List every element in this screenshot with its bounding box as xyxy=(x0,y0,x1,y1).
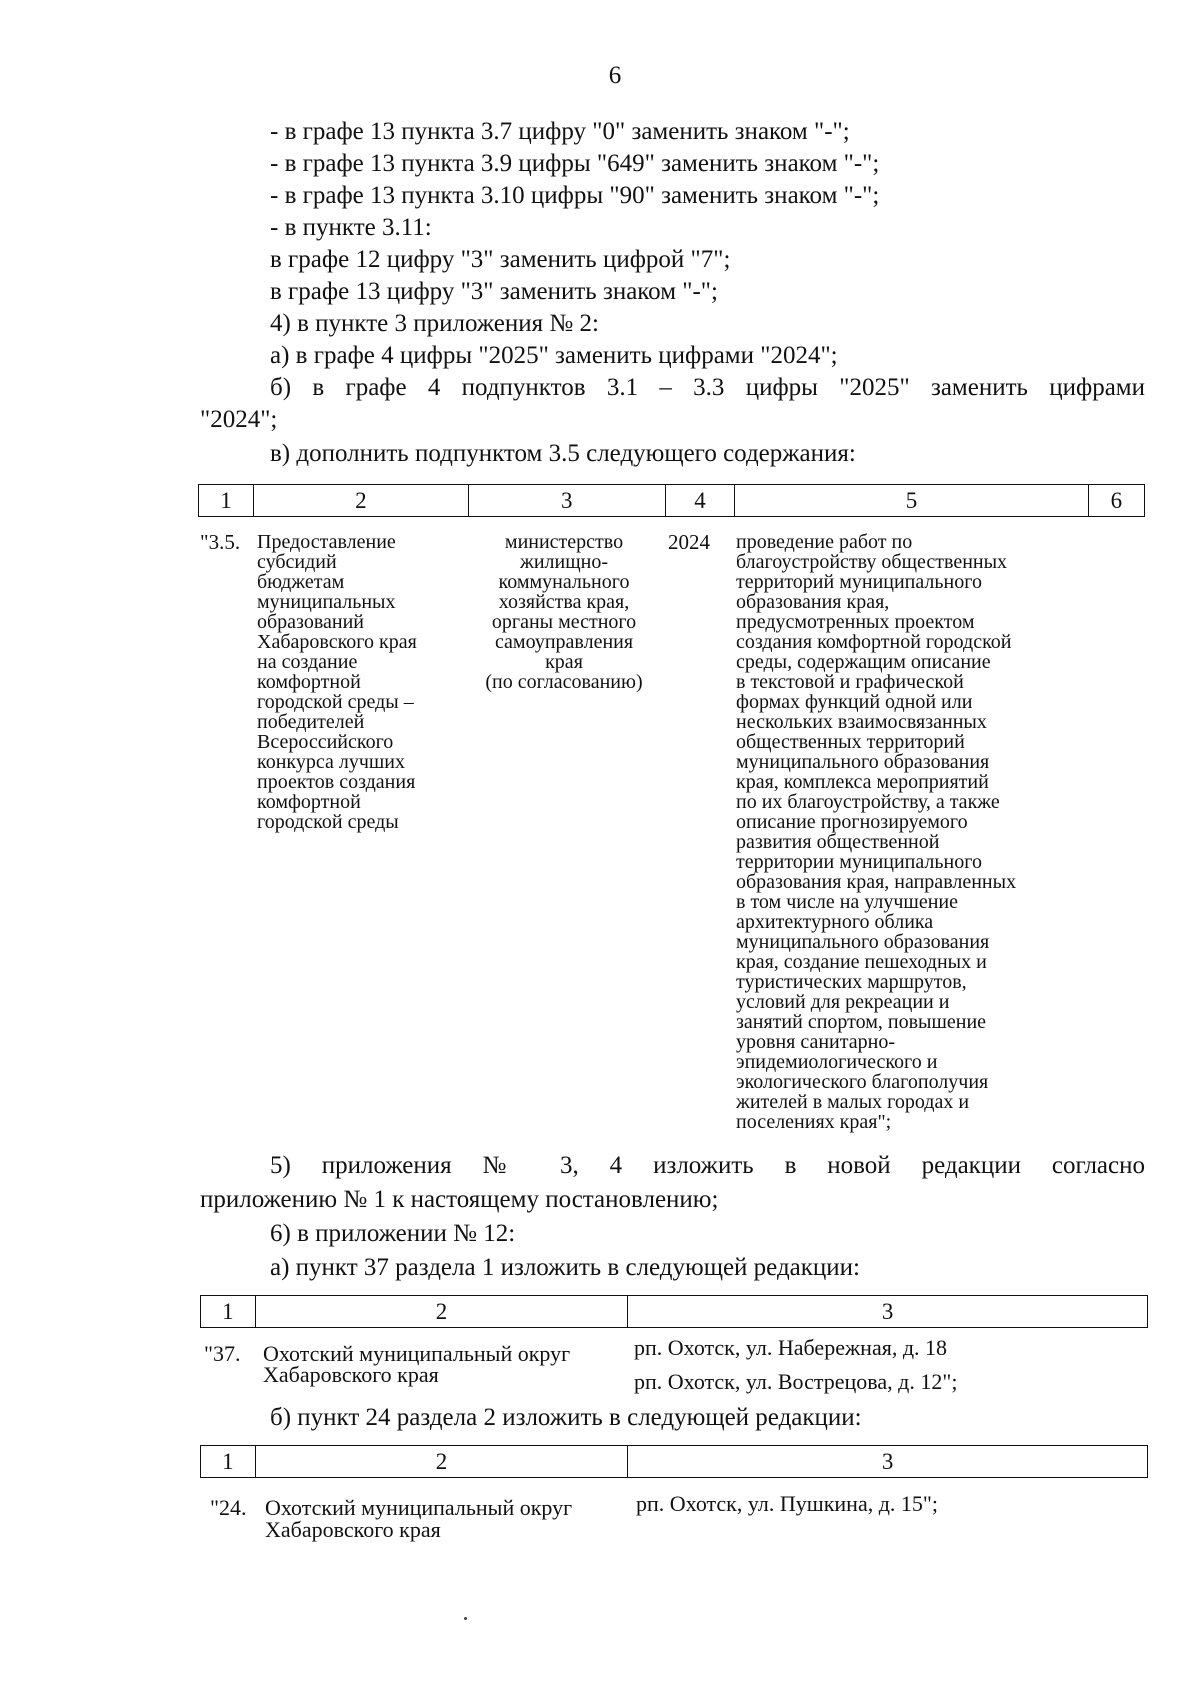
table1-col3-text xyxy=(466,532,662,692)
table2-address-line-1: рп. Охотск, ул. Набережная, д. 18 xyxy=(634,1335,948,1360)
table1-col5-line: проведение работ по xyxy=(736,531,913,553)
table2-address-line-2: рп. Охотск, ул. Вострецова, д. 12"; xyxy=(634,1369,958,1394)
page-number: 6 xyxy=(608,62,622,89)
table3-header-cell: 2 xyxy=(255,1446,627,1478)
table1-col3-line: самоуправления xyxy=(494,631,634,653)
intro-line-3: - в графе 13 пункта 3.10 цифры "90" заменить знаком "-"; xyxy=(270,182,880,209)
table1-col5-line: экологического благополучия xyxy=(736,1071,989,1093)
table1-col5-text xyxy=(736,532,1106,1132)
table2-header-cell: 1 xyxy=(201,1296,256,1328)
table2-header xyxy=(200,1295,1148,1328)
item-6a: а) пункт 37 раздела 1 изложить в следующей редакции: xyxy=(270,1254,860,1281)
table1-col5-line: создания комфортной городской xyxy=(736,631,1012,653)
table3-name-line-1: Охотский муниципальный округ xyxy=(265,1495,573,1520)
item-b-line-1: б) в графе 4 подпунктов 3.1 – 3.3 цифры "2025" заменить цифрами xyxy=(270,374,1145,401)
table1-col5-line: в том числе на улучшение xyxy=(736,891,958,913)
table3-row-number: "24. xyxy=(210,1495,247,1520)
table1-col5-line: благоустройству общественных xyxy=(736,551,1008,573)
table1-header-cell: 4 xyxy=(665,485,734,517)
table1-col5-line: описание прогнозируемого xyxy=(736,811,968,833)
table1-col5-line: среды, содержащим описание xyxy=(736,651,991,673)
table1-col3-line: хозяйства края, xyxy=(498,591,630,613)
table2-name-line-1: Охотский муниципальный округ xyxy=(263,1341,571,1366)
table3-address-line-1: рп. Охотск, ул. Пушкина, д. 15"; xyxy=(636,1491,938,1516)
item-5-line-1: 5) приложения № 3, 4 изложить в новой редакции согласно xyxy=(270,1152,1145,1179)
table1-col2-line: субсидий xyxy=(257,551,337,573)
table2-header-cell: 2 xyxy=(255,1296,627,1328)
table1-col5-line: муниципального образования xyxy=(736,751,990,773)
table1-col2-text xyxy=(257,532,467,832)
table1-header xyxy=(198,484,1145,517)
table1-col2-line: бюджетам xyxy=(257,571,345,593)
table3-header xyxy=(200,1445,1148,1478)
table1-header-cell: 3 xyxy=(468,485,665,517)
table1-col5-line: края, создание пешеходных и xyxy=(736,951,987,973)
table1-col3-line: жилищно- xyxy=(520,551,608,573)
table1-col5-line: развития общественной xyxy=(736,831,940,853)
table1-col5-line: края, комплекса мероприятий xyxy=(736,771,989,793)
table1-col2-line: конкурса лучших xyxy=(257,751,405,773)
table1-col2-line: на создание xyxy=(257,651,358,673)
table3-header-cell: 1 xyxy=(201,1446,256,1478)
intro-line-6: в графе 13 цифру "3" заменить знаком "-"; xyxy=(270,278,718,305)
table1-col2-line: комфортной xyxy=(257,671,361,693)
table1-col5-line: условий для рекреации и xyxy=(736,991,950,1013)
table1-col5-line: формах функций одной или xyxy=(736,691,973,713)
item-5-line-2: приложению № 1 к настоящему постановлению; xyxy=(200,1186,719,1213)
table1-col5-line: жителей в малых городах и xyxy=(736,1091,970,1113)
scan-speck xyxy=(464,1617,467,1620)
item-b-line-2: "2024"; xyxy=(200,406,278,433)
table3-header-cell: 3 xyxy=(628,1446,1148,1478)
intro-line-1: - в графе 13 пункта 3.7 цифру "0" заменить знаком "-"; xyxy=(270,118,850,145)
table1-col3-line: министерство xyxy=(504,531,624,553)
table1-col2-line: комфортной xyxy=(257,791,361,813)
table1-col2-line: городской среды – xyxy=(257,691,414,713)
table1-col5-line: занятий спортом, повышение xyxy=(736,1011,987,1033)
table1-col5-line: в текстовой и графической xyxy=(736,671,964,693)
table1-col5-line: образования края, xyxy=(736,591,890,613)
table1-header-cell: 2 xyxy=(254,485,468,517)
table1-col2-line: проектов создания xyxy=(257,771,416,793)
table3-name-line-2: Хабаровского края xyxy=(265,1517,441,1542)
table1-col2-line: образований xyxy=(257,611,365,633)
table1-header-cell: 6 xyxy=(1088,485,1144,517)
table1-col5-line: нескольких взаимосвязанных xyxy=(736,711,987,733)
table1-col5-line: образования края, направленных xyxy=(736,871,1017,893)
table1-col3-line: коммунального xyxy=(498,571,630,593)
table1-col3-line: края xyxy=(545,651,583,673)
item-6: 6) в приложении № 12: xyxy=(270,1220,516,1247)
table1-col5-line: уровня санитарно- xyxy=(736,1031,895,1053)
intro-line-4: - в пункте 3.11: xyxy=(270,214,432,241)
table1-col2-line: городской среды xyxy=(257,811,399,833)
table1-col3-line: (по согласованию) xyxy=(485,671,643,693)
table1-col2-line: Хабаровского края xyxy=(257,631,417,653)
item-v: в) дополнить подпунктом 3.5 следующего содержания: xyxy=(270,440,856,467)
table1-col5-line: территории муниципального xyxy=(736,851,982,873)
table1-header-cell: 5 xyxy=(735,485,1089,517)
intro-line-8: а) в графе 4 цифры "2025" заменить цифрами "2024"; xyxy=(270,342,838,369)
table1-col5-line: поселениях края"; xyxy=(736,1111,892,1133)
table1-col5-line: территорий муниципального xyxy=(736,571,982,593)
table1-col5-line: туристических маршрутов, xyxy=(736,971,967,993)
table1-col4-year: 2024 xyxy=(668,530,710,554)
table2-name-line-2: Хабаровского края xyxy=(263,1362,439,1387)
table1-col2-line: Предоставление xyxy=(257,531,396,553)
table1-col5-line: архитектурного облика xyxy=(736,911,934,933)
table1-col2-line: победителей xyxy=(257,711,365,733)
table1-col5-line: по их благоустройству, а также xyxy=(736,791,1000,813)
table1-col5-line: муниципального образования xyxy=(736,931,990,953)
item-6b: б) пункт 24 раздела 2 изложить в следующей редакции: xyxy=(270,1404,862,1431)
table1-col5-line: предусмотренных проектом xyxy=(736,611,975,633)
intro-line-2: - в графе 13 пункта 3.9 цифры "649" заменить знаком "-"; xyxy=(270,150,880,177)
table2-row-number: "37. xyxy=(204,1341,241,1366)
table1-col5-line: эпидемиологического и xyxy=(736,1051,938,1073)
intro-line-7: 4) в пункте 3 приложения № 2: xyxy=(270,310,599,337)
table2-header-cell: 3 xyxy=(628,1296,1148,1328)
table1-col2-line: Всероссийского xyxy=(257,731,394,753)
table1-header-cell: 1 xyxy=(199,485,254,517)
table1-col5-line: общественных территорий xyxy=(736,731,965,753)
table1-row-number: "3.5. xyxy=(200,530,241,554)
table1-col2-line: муниципальных xyxy=(257,591,396,613)
table1-col3-line: органы местного xyxy=(491,611,637,633)
intro-line-5: в графе 12 цифру "3" заменить цифрой "7"; xyxy=(270,246,731,273)
